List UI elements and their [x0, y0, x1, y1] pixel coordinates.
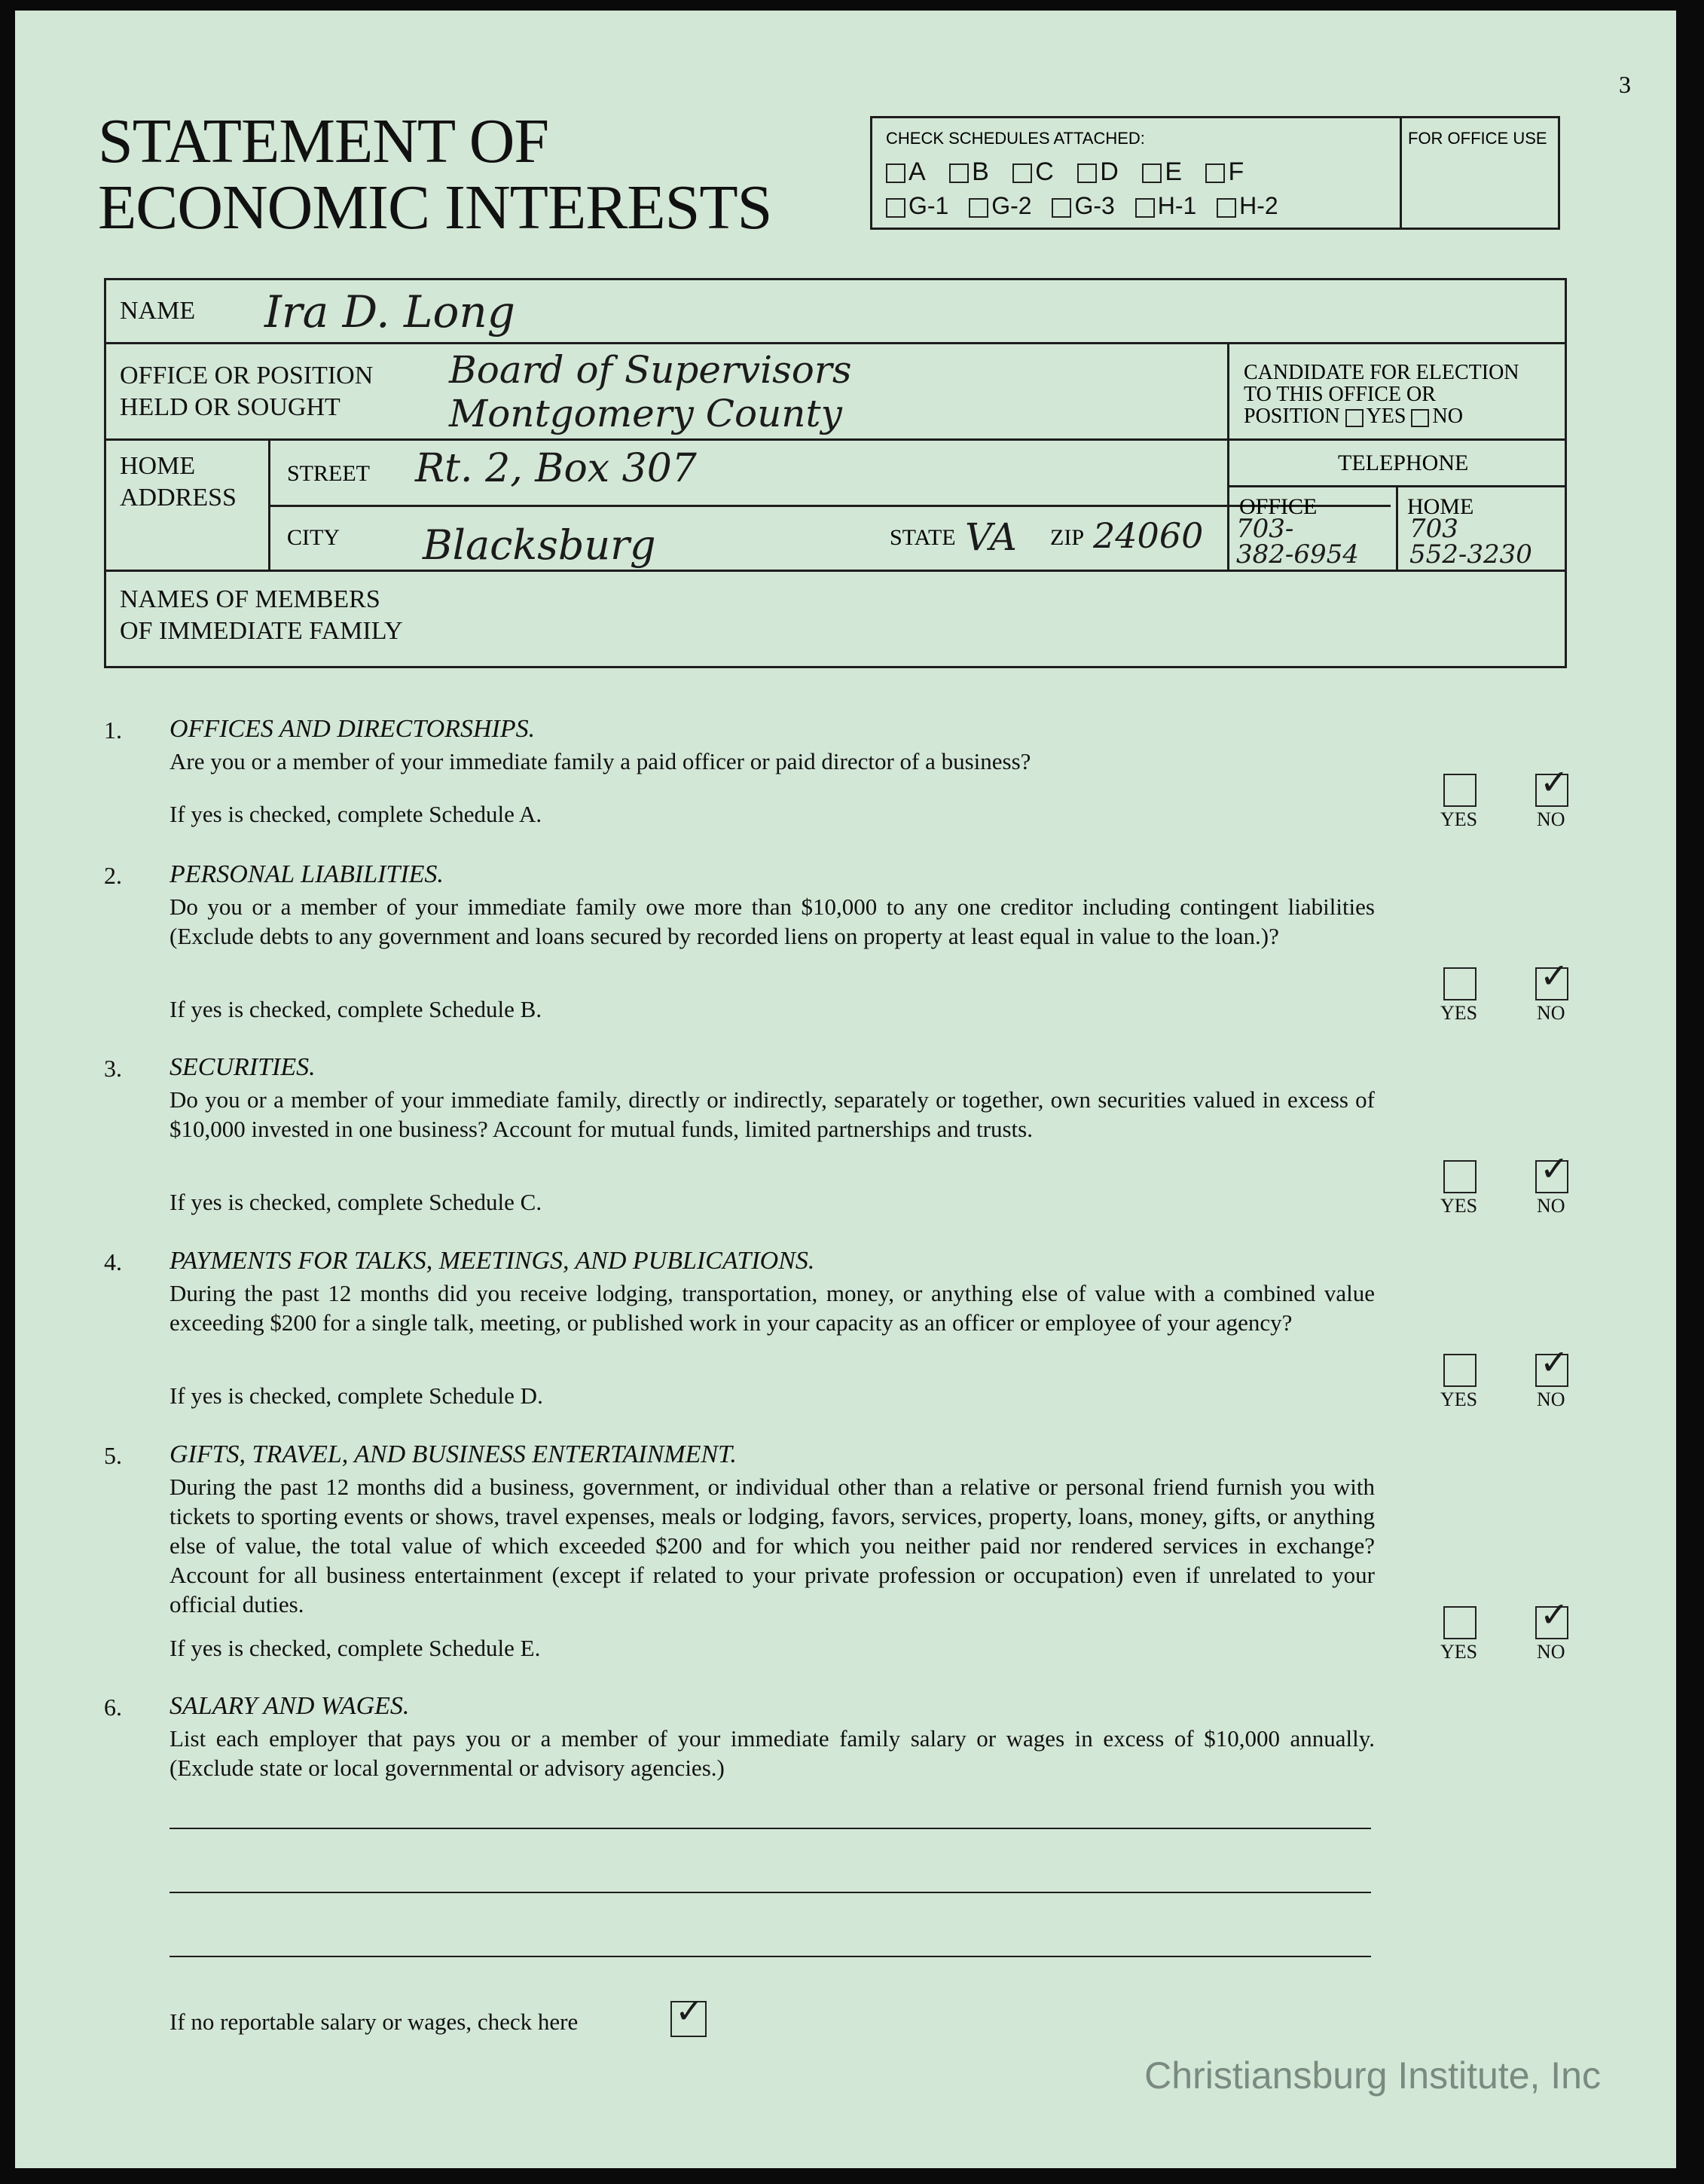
name-label: NAME: [120, 297, 196, 325]
schedule-g3[interactable]: G-3: [1052, 192, 1114, 219]
yes-checkbox[interactable]: [1443, 1606, 1476, 1639]
schedule-g2[interactable]: G-2: [969, 192, 1031, 219]
question-instruction: If yes is checked, complete Schedule C.: [169, 1189, 542, 1215]
no-salary-row: [169, 2007, 578, 2036]
candidate-yes-box[interactable]: [1345, 409, 1364, 427]
question-number: 6.: [104, 1694, 122, 1721]
checkbox-icon: [949, 163, 969, 183]
question-text: During the past 12 months did you receive lodging, transportation, money, or anything else of value with a combined value exceeding $200 for a single talk, meeting, or published work in your capacity as an officer or employee of your agency?: [169, 1280, 1375, 1336]
question-3: [104, 1053, 1580, 1226]
office-value-2[interactable]: Montgomery County: [449, 392, 842, 435]
question-title: OFFICES AND DIRECTORSHIPS.: [169, 715, 536, 743]
no-label: NO: [1537, 1195, 1565, 1217]
schedules-heading: CHECK SCHEDULES ATTACHED:: [886, 129, 1145, 148]
office-label-2: HELD OR SOUGHT: [120, 393, 340, 421]
zip-value[interactable]: 24060: [1093, 515, 1204, 556]
question-title: SECURITIES.: [169, 1053, 316, 1081]
candidate-line-1: CANDIDATE FOR ELECTION: [1244, 361, 1519, 384]
schedule-g1[interactable]: G-1: [886, 192, 948, 219]
no-label: NO: [1537, 1388, 1565, 1410]
checkbox-icon: [1012, 163, 1032, 183]
office-use-box: [1397, 116, 1560, 230]
checkmark-icon: ✓: [1540, 1342, 1569, 1382]
salary-line-2[interactable]: [169, 1892, 1371, 1893]
question-6: [104, 1692, 1580, 2054]
state-label: STATE: [890, 525, 956, 550]
yes-label: YES: [1440, 1002, 1478, 1024]
yes-checkbox[interactable]: [1443, 1160, 1476, 1193]
candidate-box: [1244, 362, 1519, 427]
form-page: [15, 11, 1676, 2168]
question-text: Are you or a member of your immediate family a paid officer or paid director of a business?: [169, 748, 1031, 774]
city-value[interactable]: Blacksburg: [423, 521, 656, 569]
schedules-row-1: [886, 157, 1244, 187]
question-number: 2.: [104, 862, 122, 889]
checkbox-icon: [969, 198, 988, 218]
question-text: Do you or a member of your immediate family owe more than $10,000 to any one creditor including contingent liabilities (Exclude debts to any government and loans secured by recorded liens on property at least equal in value to the loan.)?: [169, 893, 1375, 949]
question-instruction: If yes is checked, complete Schedule E.: [169, 1635, 541, 1661]
no-salary-label: If no reportable salary or wages, check here: [169, 2008, 579, 2035]
checkmark-icon: ✓: [1540, 955, 1569, 996]
checkbox-icon: [1052, 198, 1071, 218]
checkbox-icon: [886, 198, 905, 218]
title-line-2: ECONOMIC INTERESTS: [98, 173, 772, 243]
question-number: 4.: [104, 1248, 122, 1275]
yes-checkbox[interactable]: [1443, 967, 1476, 1000]
schedule-d[interactable]: D: [1077, 157, 1119, 186]
checkmark-icon: ✓: [1540, 762, 1569, 802]
yes-label: YES: [1440, 1195, 1478, 1217]
checkmark-icon: ✓: [1540, 1594, 1569, 1635]
question-number: 1.: [104, 716, 122, 744]
schedule-e[interactable]: E: [1142, 157, 1182, 186]
question-title: SALARY AND WAGES.: [169, 1692, 410, 1720]
family-label-2: OF IMMEDIATE FAMILY: [120, 617, 403, 645]
family-label-1: NAMES OF MEMBERS: [120, 585, 380, 613]
telephone-label: TELEPHONE: [1338, 451, 1469, 475]
phone-office-label: OFFICE: [1239, 494, 1318, 519]
candidate-no-box[interactable]: [1411, 409, 1429, 427]
yes-checkbox[interactable]: [1443, 774, 1476, 807]
checkbox-icon: [1142, 163, 1162, 183]
phone-home-1[interactable]: 703: [1409, 514, 1458, 544]
phone-office-1[interactable]: 703-: [1236, 514, 1294, 544]
question-1: [104, 715, 1580, 843]
candidate-line-3: POSITION YES NO: [1244, 405, 1463, 428]
yes-label: YES: [1440, 1388, 1478, 1410]
question-number: 5.: [104, 1442, 122, 1469]
checkmark-icon: ✓: [1540, 1148, 1569, 1189]
question-title: PAYMENTS FOR TALKS, MEETINGS, AND PUBLICATIONS.: [169, 1247, 815, 1275]
state-value[interactable]: VA: [965, 515, 1017, 559]
home-label-1: HOME: [120, 452, 196, 480]
question-2: [104, 860, 1580, 1034]
street-label: STREET: [287, 461, 370, 486]
name-value[interactable]: Ira D. Long: [264, 286, 515, 338]
question-4: [104, 1247, 1580, 1420]
question-number: 3.: [104, 1055, 122, 1082]
no-label: NO: [1537, 808, 1565, 830]
question-title: GIFTS, TRAVEL, AND BUSINESS ENTERTAINMENT.: [169, 1440, 737, 1468]
yes-label: YES: [1440, 1641, 1478, 1663]
no-label: NO: [1537, 1641, 1565, 1663]
schedule-b[interactable]: B: [949, 157, 989, 186]
no-label: NO: [1537, 1002, 1565, 1024]
question-text: During the past 12 months did a business, government, or individual other than a relative or personal friend furnish you with tickets to sporting events or shows, travel expenses, meals or lodging, favors, services, property, loans, money, gifts, or anything else of value, the total value of which exceeded $200 and for which you neither paid nor rendered services in exchange? Account for all business entertainment (except if related to your private profession or occupation) even if unrelated to your official duties.: [169, 1474, 1375, 1617]
checkbox-icon: [1217, 198, 1236, 218]
page-number: 3: [1619, 71, 1631, 98]
candidate-line-2: TO THIS OFFICE OR: [1244, 383, 1436, 406]
city-label: CITY: [287, 525, 340, 550]
schedule-a[interactable]: A: [886, 157, 926, 186]
schedule-f[interactable]: F: [1205, 157, 1244, 186]
office-value-1[interactable]: Board of Supervisors: [449, 348, 852, 392]
zip-label: ZIP: [1050, 525, 1084, 550]
title-line-1: STATEMENT OF: [98, 106, 549, 176]
office-use-label: FOR OFFICE USE: [1408, 129, 1547, 148]
question-instruction: If yes is checked, complete Schedule D.: [169, 1382, 543, 1409]
question-text: List each employer that pays you or a member of your immediate family salary or wages in excess of $10,000 annually. (Exclude state or local governmental or advisory agencies.): [169, 1725, 1375, 1781]
checkbox-icon: [886, 163, 905, 183]
schedules-row-2: [886, 192, 1278, 220]
schedule-c[interactable]: C: [1012, 157, 1054, 186]
salary-line-3[interactable]: [169, 1956, 1371, 1957]
question-text: Do you or a member of your immediate family, directly or indirectly, separately or together, own securities valued in excess of $10,000 invested in one business? Account for mutual funds, limited partnerships and trusts.: [169, 1086, 1375, 1142]
schedules-box: [870, 116, 1402, 230]
yes-checkbox[interactable]: [1443, 1354, 1476, 1387]
schedule-h1[interactable]: H-1: [1135, 192, 1197, 219]
checkbox-icon: [1135, 198, 1155, 218]
watermark: Christiansburg Institute, Inc: [1144, 2054, 1601, 2097]
checkbox-icon: [1205, 163, 1225, 183]
phone-home-label: HOME: [1407, 494, 1474, 519]
salary-line-1[interactable]: [169, 1828, 1371, 1829]
phone-home-2[interactable]: 552-3230: [1409, 539, 1532, 570]
street-value[interactable]: Rt. 2, Box 307: [415, 446, 697, 491]
checkmark-icon: ✓: [675, 1990, 704, 2031]
schedule-h2[interactable]: H-2: [1217, 192, 1278, 219]
question-instruction: If yes is checked, complete Schedule A.: [169, 801, 542, 827]
form-title: [98, 108, 771, 241]
question-5: [104, 1440, 1580, 1674]
phone-office-2[interactable]: 382-6954: [1236, 539, 1359, 570]
question-instruction: If yes is checked, complete Schedule B.: [169, 996, 542, 1022]
question-title: PERSONAL LIABILITIES.: [169, 860, 444, 888]
office-label-1: OFFICE OR POSITION: [120, 362, 374, 389]
home-label-2: ADDRESS: [120, 484, 237, 512]
personal-info-box: [104, 278, 1567, 668]
yes-label: YES: [1440, 808, 1478, 830]
checkbox-icon: [1077, 163, 1097, 183]
